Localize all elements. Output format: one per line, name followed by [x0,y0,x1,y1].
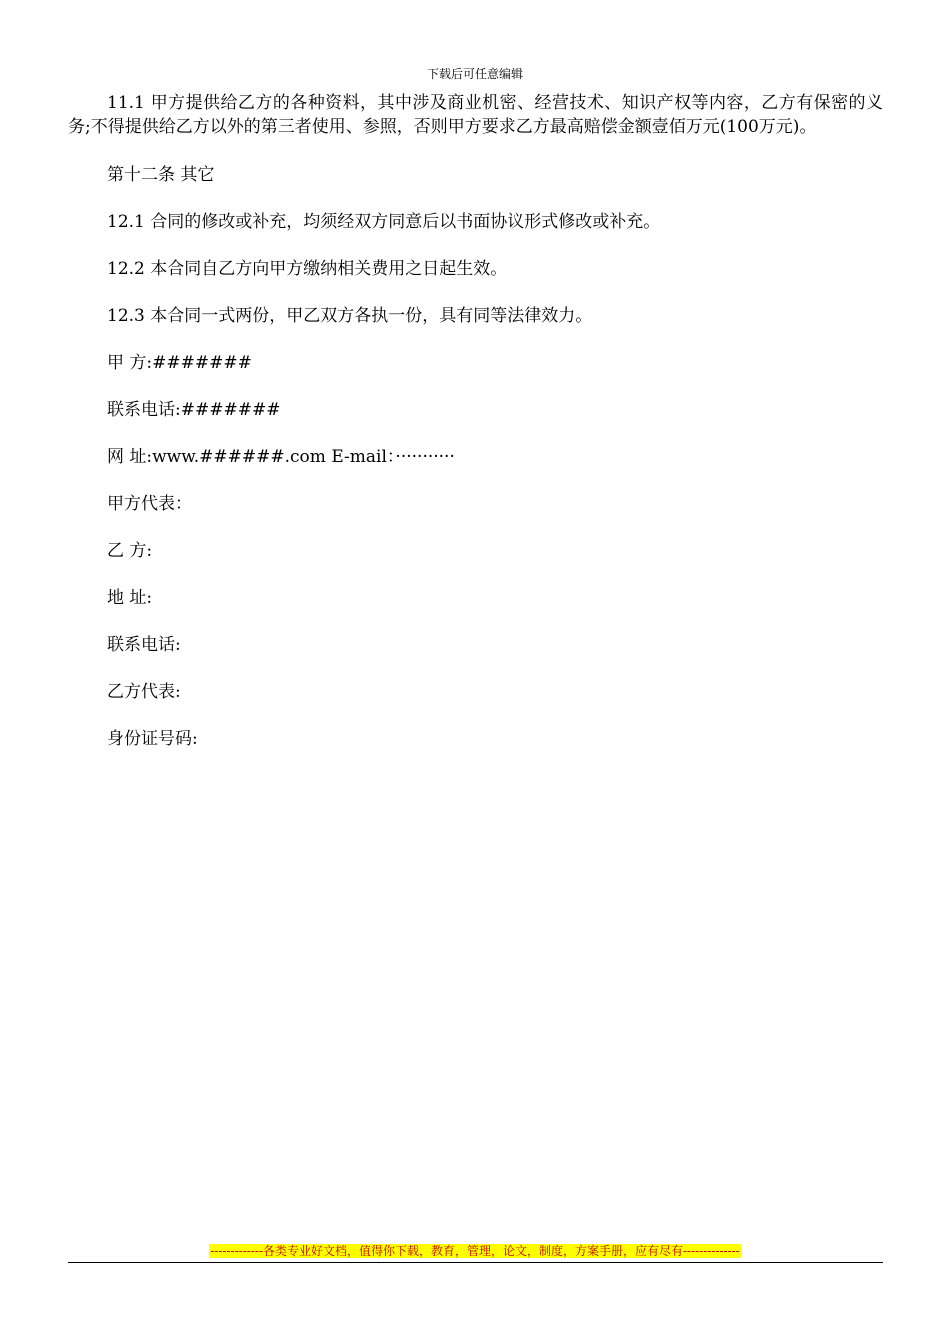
clause-12-3: 12.3 本合同一式两份，甲乙双方各执一份，具有同等法律效力。 [107,306,593,326]
party-b-phone-line: 联系电话: [107,635,181,655]
party-b-id-line: 身份证号码: [107,729,198,749]
footer-banner [0,1243,950,1259]
clause-12-2: 12.2 本合同自乙方向甲方缴纳相关费用之日起生效。 [107,259,508,279]
party-b-line: 乙 方: [107,541,153,561]
party-a-rep-line: 甲方代表： [107,494,192,514]
clause-12-1: 12.1 合同的修改或补充，均须经双方同意后以书面协议形式修改或补充。 [107,212,661,232]
party-b-address-line: 地 址: [107,588,153,608]
document-body [68,91,883,774]
page-header: 下载后可任意编辑 [426,67,523,81]
clause-11-1: 11.1 甲方提供给乙方的各种资料，其中涉及商业机密、经营技术、知识产权等内容，乙方有保密的义务;不得提供给乙方以外的第三者使用、参照，否则甲方要求乙方最高赔偿金额壹佰万元(100万元)。 [68,93,883,137]
party-a-phone-line: 联系电话:####### [107,400,281,420]
article-12-title: 第十二条 其它 [107,165,215,185]
party-a-line: 甲 方:####### [107,353,252,373]
party-b-rep-line: 乙方代表: [107,682,181,702]
footer-divider [68,1262,883,1263]
party-a-website-line: 网 址:www.######.com E-mail：··········· [107,447,455,467]
footer-banner-text: -------------各类专业好文档，值得你下载，教育，管理，论文，制度，方案手册，应有尽有-------------- [210,1244,740,1258]
